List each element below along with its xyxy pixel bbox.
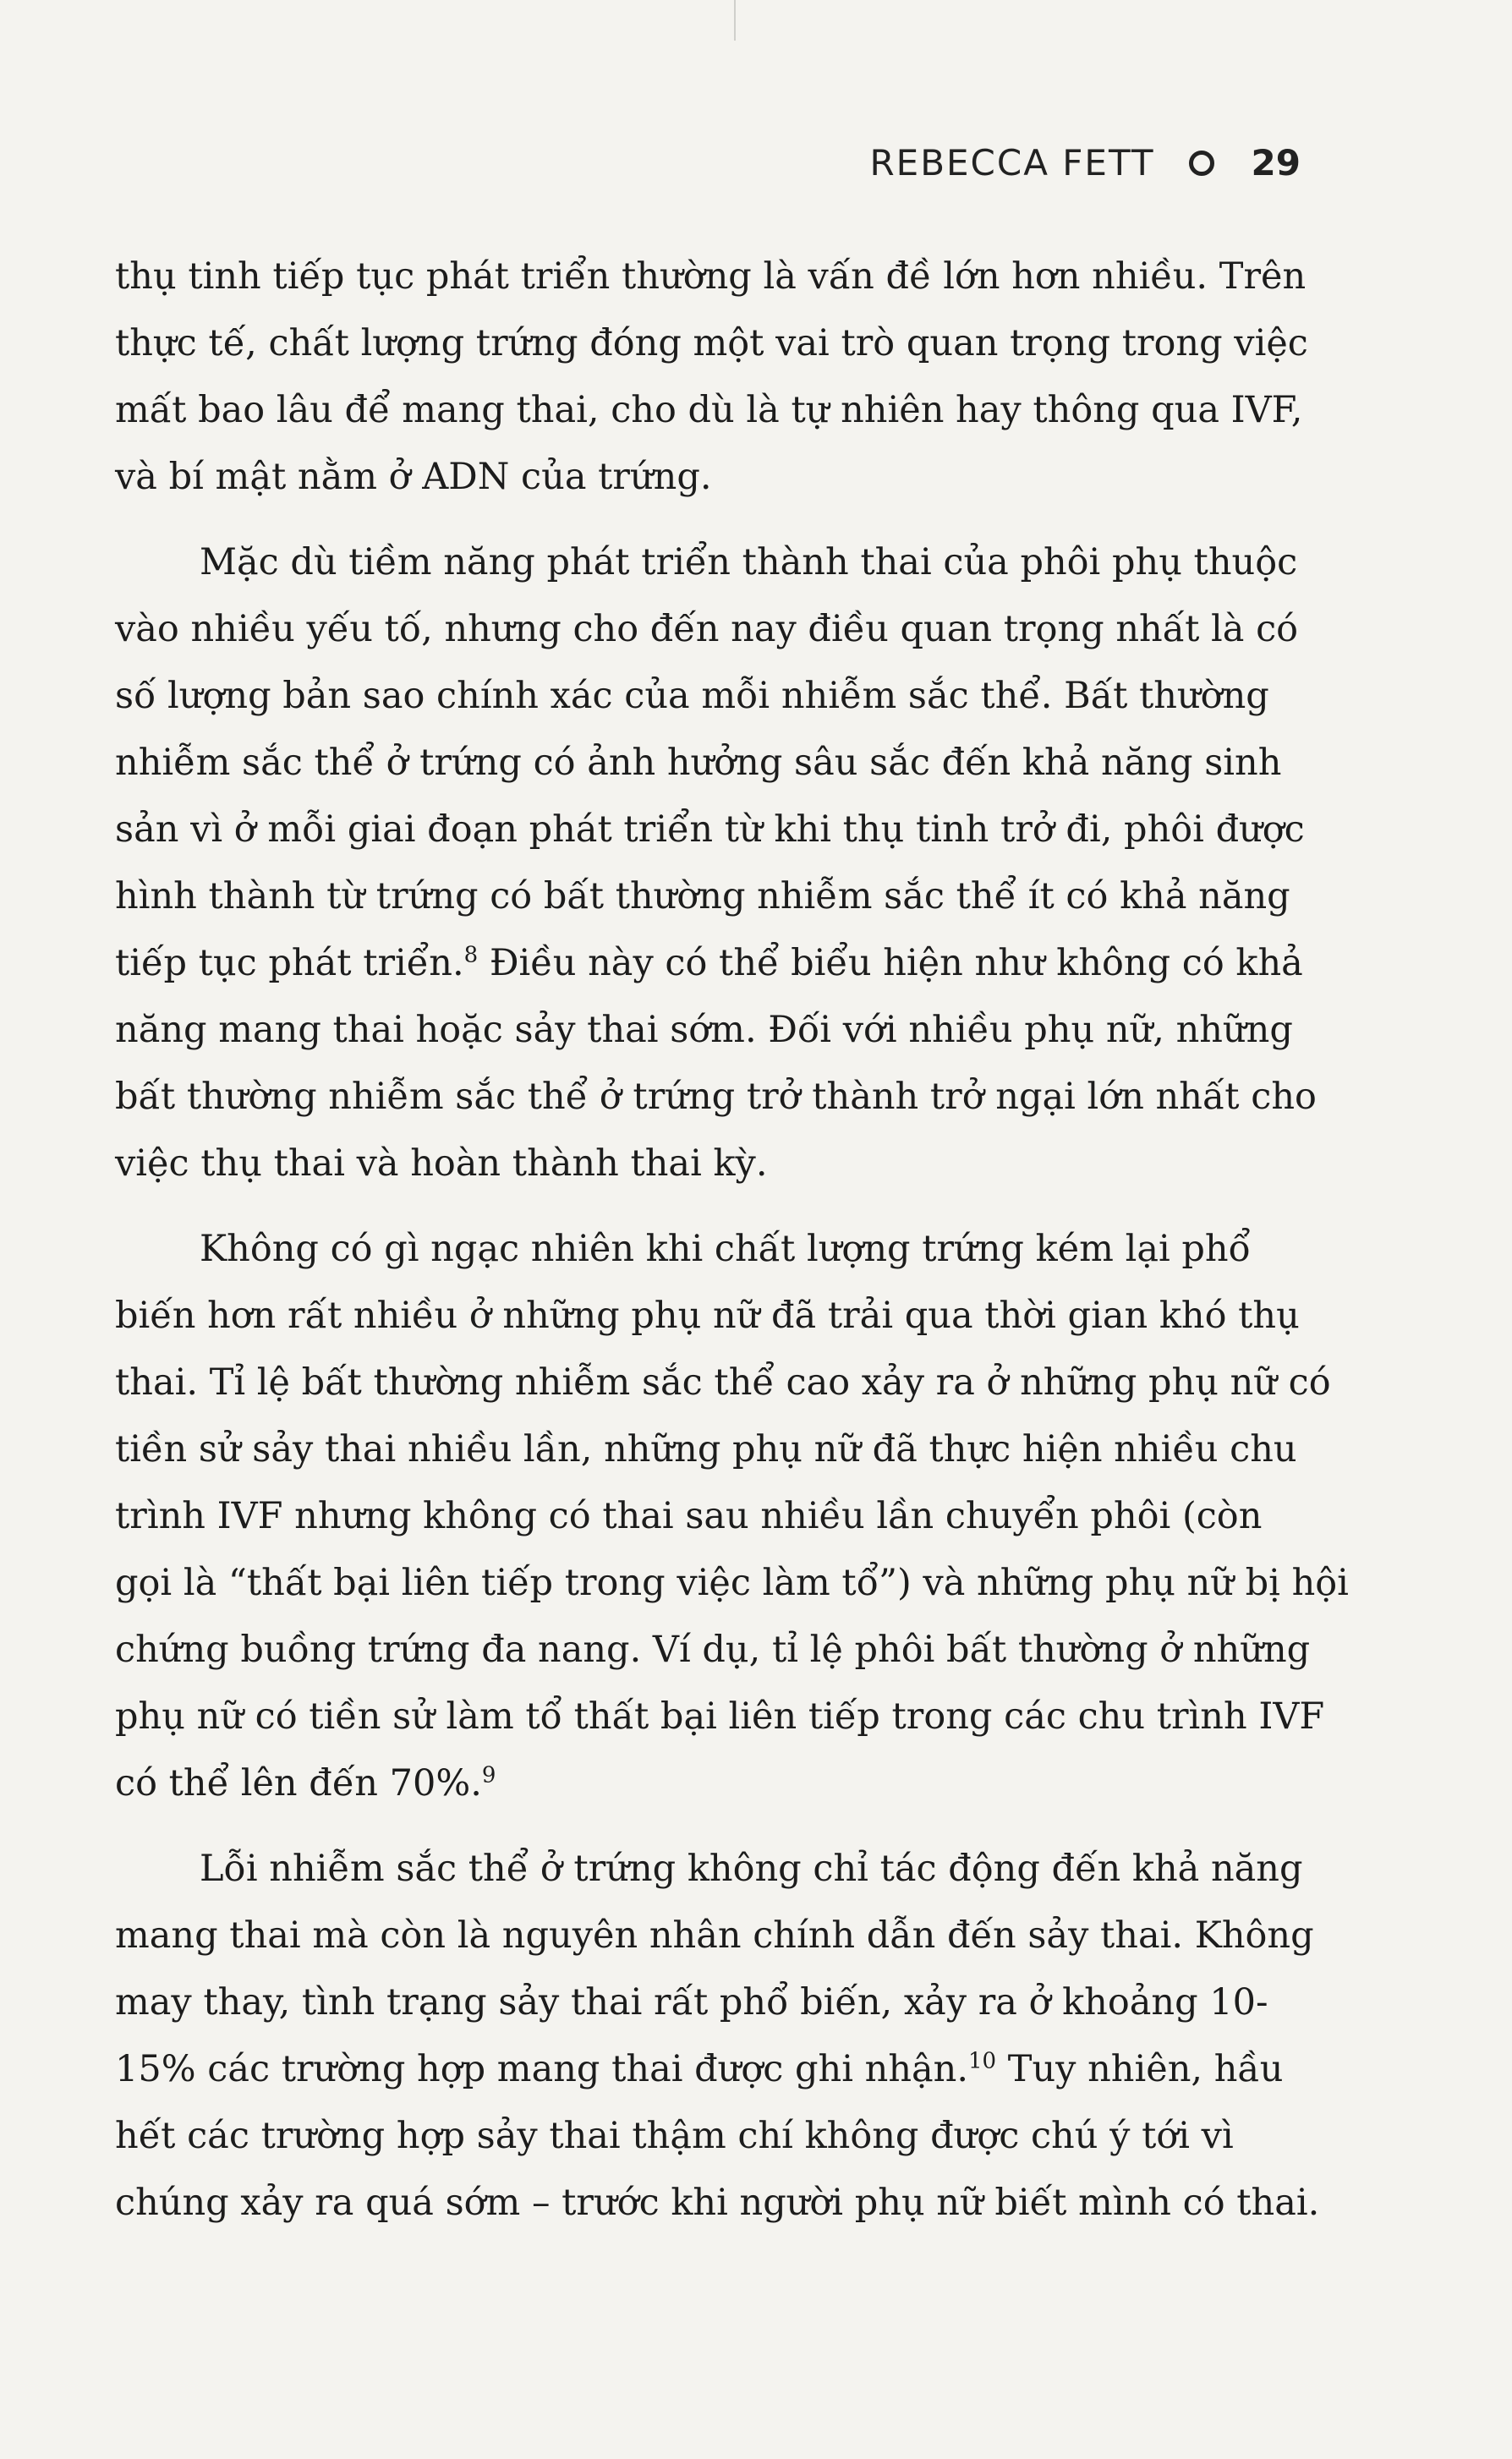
text-line [115, 310, 1308, 377]
line-text: Mặc dù tiềm năng phát triển thành thai của phôi phụ thuộc [200, 541, 1298, 583]
footnote-marker: 8 [463, 942, 479, 968]
line-text: trình IVF nhưng không có thai sau nhiều lần chuyển phôi (còn [115, 1495, 1263, 1537]
line-text: gọi là “thất bại liên tiếp trong việc làm tổ”) và những phụ nữ bị hội [115, 1562, 1349, 1604]
line-text: thực tế, chất lượng trứng đóng một vai trò quan trọng trong việc [115, 322, 1308, 364]
line-text: chúng xảy ra quá sớm – trước khi người phụ nữ biết mình có thai. [115, 2182, 1320, 2224]
line-text: mang thai mà còn là nguyên nhân chính dẫn đến sảy thai. Không [115, 1914, 1314, 1957]
line-text: mất bao lâu để mang thai, cho dù là tự nhiên hay thông qua IVF, [115, 389, 1303, 431]
line-text: nhiễm sắc thể ở trứng có ảnh hưởng sâu sắc đến khả năng sinh [115, 742, 1282, 784]
line-text: hình thành từ trứng có bất thường nhiễm sắc thể ít có khả năng [115, 875, 1290, 917]
line-text: thai. Tỉ lệ bất thường nhiễm sắc thể cao xảy ra ở những phụ nữ có [115, 1361, 1331, 1404]
line-text-continued: Tuy nhiên, hầu [996, 2048, 1284, 2090]
text-line [115, 1350, 1331, 1416]
text-line [115, 1283, 1299, 1350]
paragraph [115, 1216, 1349, 1817]
paragraph [115, 1836, 1320, 2237]
text-line [115, 1969, 1299, 2036]
text-line [115, 1550, 1349, 1617]
line-text: bất thường nhiễm sắc thể ở trứng trở thành trở ngại lớn nhất cho [115, 1076, 1317, 1118]
line-text: Không có gì ngạc nhiên khi chất lượng trứng kém lại phổ [200, 1228, 1251, 1270]
text-line [115, 730, 1299, 797]
text-line [115, 863, 1299, 930]
text-line [115, 930, 1303, 997]
page-crease [734, 0, 736, 41]
line-text: số lượng bản sao chính xác của mỗi nhiễm sắc thể. Bất thường [115, 675, 1269, 717]
text-line [115, 596, 1299, 663]
line-text: 15% các trường hợp mang thai được ghi nhận. [115, 2048, 969, 2090]
line-text: vào nhiều yếu tố, nhưng cho đến nay điều quan trọng nhất là có [115, 608, 1299, 650]
line-text: năng mang thai hoặc sảy thai sớm. Đối với nhiều phụ nữ, những [115, 1009, 1293, 1051]
text-line [115, 444, 1299, 511]
line-text: Lỗi nhiễm sắc thể ở trứng không chỉ tác động đến khả năng [200, 1848, 1303, 1890]
text-line [115, 1416, 1299, 1483]
text-line [115, 1216, 1299, 1283]
line-text: thụ tinh tiếp tục phát triển thường là vấn đề lớn hơn nhiều. Trên [115, 255, 1307, 298]
text-line [115, 377, 1303, 444]
line-text: chứng buồng trứng đa nang. Ví dụ, tỉ lệ phôi bất thường ở những [115, 1629, 1311, 1671]
text-line [115, 663, 1299, 730]
line-text: tiếp tục phát triển. [115, 942, 464, 984]
text-line [115, 1903, 1314, 1969]
line-text: việc thụ thai và hoàn thành thai kỳ. [115, 1142, 768, 1185]
line-text: may thay, tình trạng sảy thai rất phổ biến, xảy ra ở khoảng 10- [115, 1981, 1268, 2024]
line-text: hết các trường hợp sảy thai thậm chí không được chú ý tới vì [115, 2115, 1234, 2157]
text-line [115, 2170, 1320, 2237]
header-circle-ornament [1189, 151, 1214, 176]
text-line [115, 2036, 1299, 2103]
text-line [115, 1131, 1299, 1197]
line-text: phụ nữ có tiền sử làm tổ thất bại liên tiếp trong các chu trình IVF [115, 1695, 1325, 1738]
header-author: REBECCA FETT [869, 142, 1155, 183]
text-line [115, 997, 1299, 1064]
text-line [115, 1836, 1303, 1903]
text-line [115, 2103, 1299, 2170]
line-text: biến hơn rất nhiều ở những phụ nữ đã trải qua thời gian khó thụ [115, 1295, 1300, 1337]
text-line [115, 1750, 1299, 1817]
line-text: có thể lên đến 70%. [115, 1762, 482, 1805]
text-line [115, 244, 1307, 310]
text-line [115, 1483, 1299, 1550]
line-text-continued: Điều này có thể biểu hiện như không có khả [478, 942, 1303, 984]
text-line [115, 1684, 1325, 1750]
line-text: và bí mật nằm ở ADN của trứng. [115, 456, 712, 498]
text-line [115, 797, 1305, 863]
text-line [115, 1064, 1317, 1131]
page-number: 29 [1251, 142, 1301, 183]
running-header [869, 142, 1301, 183]
footnote-marker: 10 [968, 2048, 997, 2074]
paragraph [115, 244, 1308, 511]
line-text: sản vì ở mỗi giai đoạn phát triển từ khi thụ tinh trở đi, phôi được [115, 808, 1305, 851]
paragraph [115, 529, 1317, 1197]
body-text [115, 244, 1349, 2255]
text-line [115, 1617, 1311, 1684]
line-text: tiền sử sảy thai nhiều lần, những phụ nữ đã thực hiện nhiều chu [115, 1428, 1297, 1470]
text-line [115, 529, 1299, 596]
footnote-marker: 9 [481, 1762, 496, 1788]
